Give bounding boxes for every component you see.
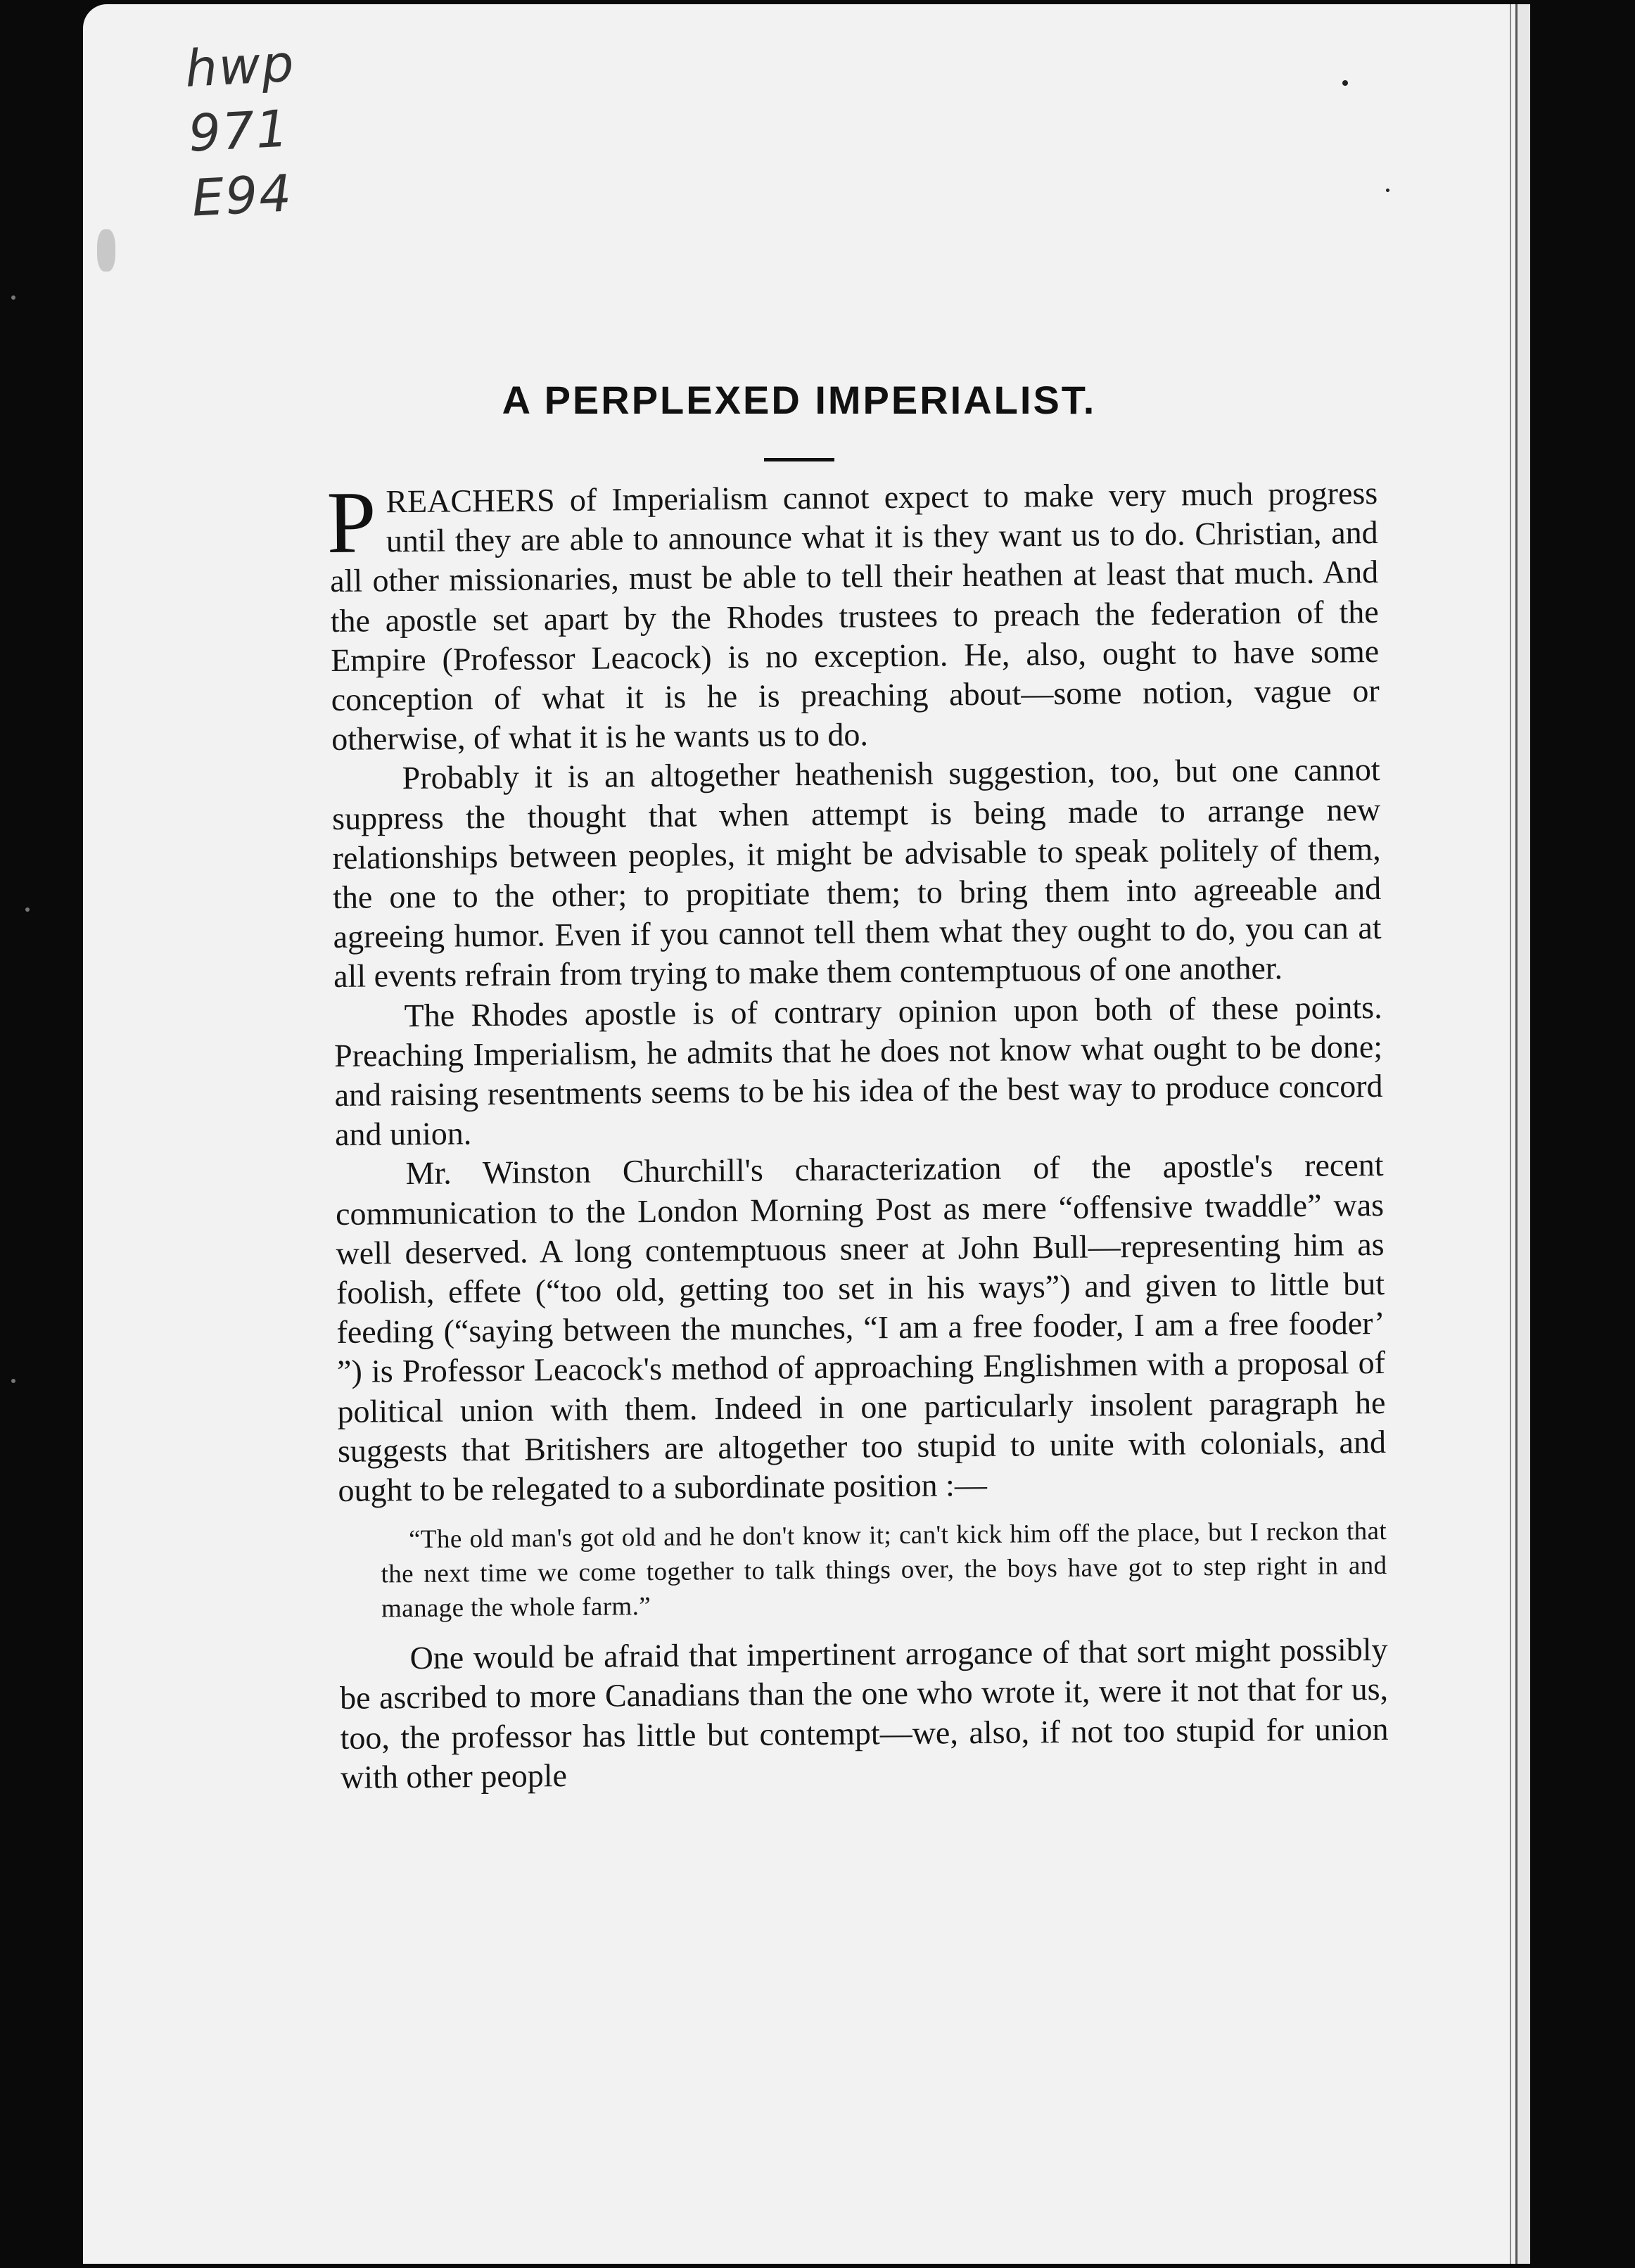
paragraph-2: Probably it is an altogether heathenish suggestion, too, but one cannot suppress the thought that when attempt is being made to arrange new relationships between peoples, it might be advisable to speak politely of them, the one to the other; to propitiate them; to bring them into agreeable and agreeing humor. Even if you cannot tell them what they ought to do, you can at all events refrain from trying to make them contemptuous of one another. [331, 751, 1382, 995]
drop-cap: P [326, 473, 377, 573]
document-page [83, 4, 1515, 2264]
dust-speck [1386, 189, 1389, 192]
article-body [326, 473, 1389, 1797]
adjacent-page-edge [1515, 4, 1530, 2264]
paragraph-1-text: REACHERS of Imperialism cannot expect to make very much progress until they are able to announce what it is they want us to do. Christian, and all other missionaries, must be able to tell their heathen at least that much. And the apostle set apart by the Rhodes trustees to preach the federation of the Empire (Professor Leacock) is no exception. He, also, ought to have some conception of what it is he is preaching about—some notion, vague or otherwise, of what it is he wants us to do. [329, 474, 1380, 758]
call-number-line-1: hwp [184, 33, 297, 98]
handwritten-call-number [184, 28, 348, 233]
call-number-line-3: E94 [190, 163, 294, 228]
paragraph-4: Mr. Winston Churchill's characterization of the apostle's recent communication to the London Morning Post as mere “offensive twaddle” was well deserved. A long contemptuous sneer at John Bull—representing him as foolish, effete (“too old, getting too set in his ways”) and given to little but feeding (“saying between the munches, “I am a free fooder, I am a free fooder’ ”) is Professor Leacock's method of approaching Englishmen with a proposal of political union with them. Indeed in one particularly insolent paragraph he suggests that Britishers are altogether too stupid to unite with colonials, and ought to be relegated to a subordinate position :— [335, 1147, 1387, 1509]
paragraph-1 [326, 473, 1380, 759]
dust-speck [11, 1379, 15, 1383]
binding-mark [97, 229, 115, 272]
article-title: A PERPLEXED IMPERIALIST. [502, 378, 1097, 422]
paragraph-3: The Rhodes apostle is of contrary opinion upon both of these points. Preaching Imperialism, he admits that he does not know what ought to be done; and raising resentments seems to be his idea of the best way to produce concord and union. [333, 988, 1383, 1153]
title-rule [764, 458, 834, 461]
dust-speck [11, 295, 15, 300]
paragraph-5: One would be afraid that impertinent arrogance of that sort might possibly be ascribed to more Canadians than the one who wrote it, were it not that for us, too, the professor has little but contempt—we, also, if not too stupid for union with other people [339, 1631, 1389, 1795]
dust-speck [1342, 80, 1348, 86]
dust-speck [25, 907, 30, 912]
call-number-line-2: 971 [186, 98, 291, 163]
block-quote: “The old man's got old and he don't know it; can't kick him off the place, but I reckon that the next time we come together to talk things over, the boys have got to step right in and manage the whole farm.” [381, 1517, 1387, 1624]
